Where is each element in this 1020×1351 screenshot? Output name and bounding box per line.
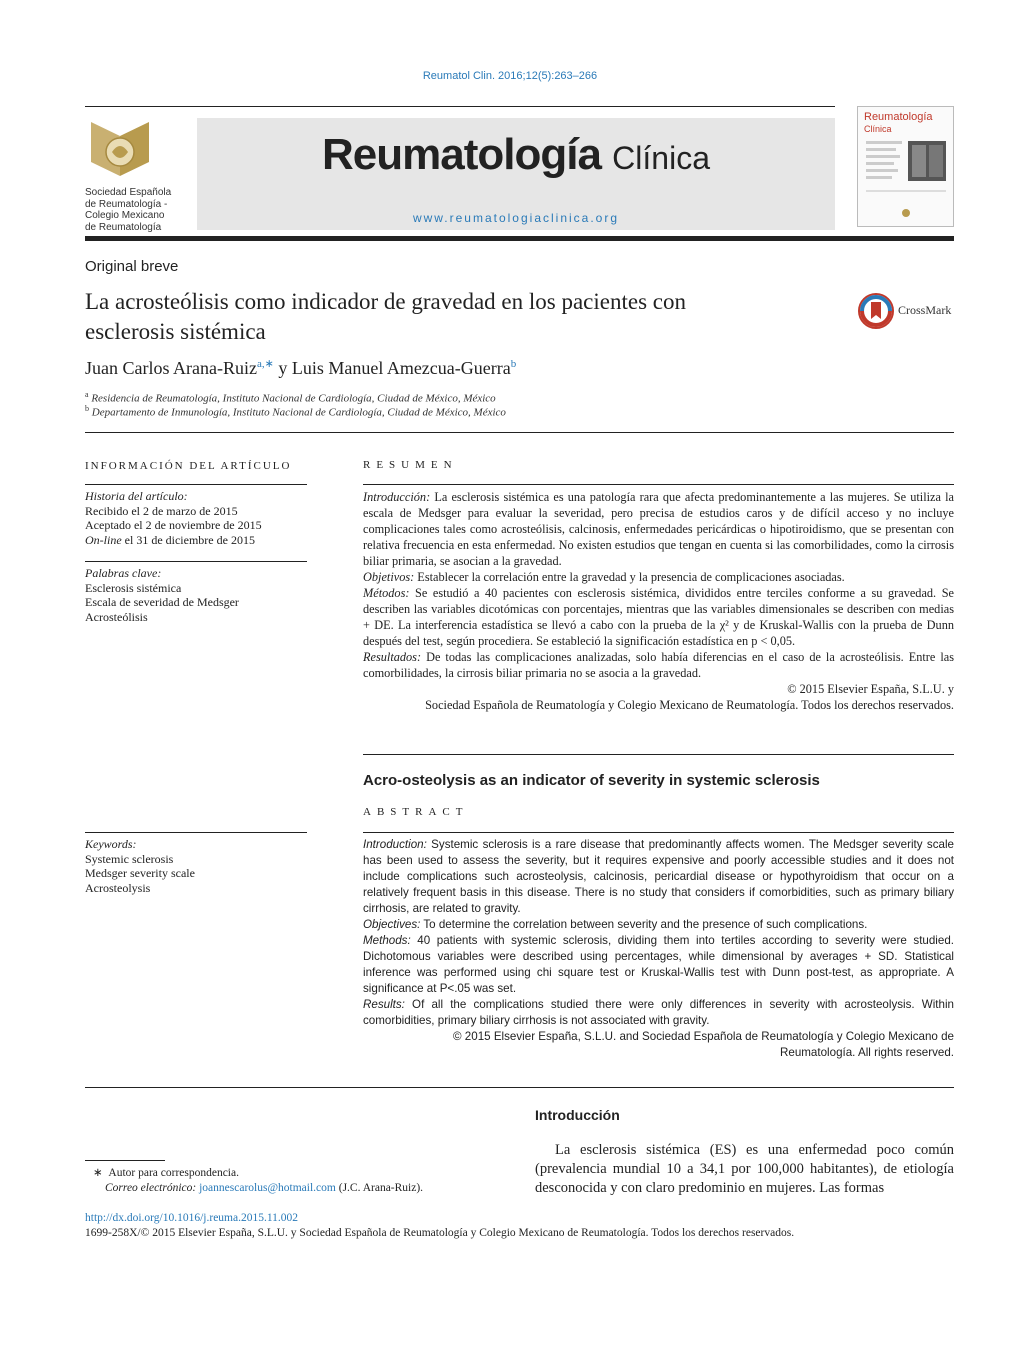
footnote-line	[85, 1166, 485, 1181]
resumen-copyright: © 2015 Elsevier España, S.L.U. y	[787, 682, 954, 696]
article-type: Original breve	[85, 258, 179, 275]
cover-content-icon	[858, 135, 953, 225]
footnote	[85, 1166, 485, 1196]
doi-link[interactable]: http://dx.doi.org/10.1016/j.reuma.2015.11.002	[85, 1212, 299, 1224]
email-suffix: (J.C. Arana-Ruiz).	[335, 1182, 424, 1194]
journal-banner	[197, 118, 835, 230]
history-accepted: Aceptado el 2 de noviembre de 2015	[85, 518, 262, 532]
keywords-label: Keywords:	[85, 837, 137, 851]
abstract-intro	[363, 837, 954, 917]
email-link[interactable]: joannescarolus@hotmail.com	[199, 1182, 336, 1194]
article-info-heading: INFORMACIÓN DEL ARTÍCULO	[85, 460, 292, 472]
affiliation	[85, 390, 496, 405]
society-logo	[85, 118, 185, 233]
affiliation-text: Residencia de Reumatología, Instituto Nacional de Cardiología, Ciudad de México, México	[91, 392, 496, 405]
resumen-results	[363, 649, 954, 681]
para-label: Introducción:	[363, 490, 431, 504]
para-label: Introduction:	[363, 838, 427, 851]
introduction-text: La esclerosis sistémica (ES) es una enfermedad poco común (prevalencia mundial 10 a 34,1 por 100,000 habitantes), de etiología desconocida y con claro predominio en mujeres. Las formas	[535, 1142, 954, 1196]
online-date: el 31 de diciembre de 2015	[121, 532, 255, 547]
para-text: 40 patients with systemic sclerosis, dividing them into tertiles according to severity were studied. Dichotomous variables were described using percentages, while dimensional by averages + SD. Statistical inference was performed using chi square test or Kruskal-Wallis test with Dunn post-test, as appropriate. A significance at P<.05 was set.	[363, 934, 954, 995]
keywords-en	[85, 837, 307, 895]
society-name	[85, 187, 185, 233]
cover-title	[858, 107, 953, 135]
crossmark-icon	[858, 293, 894, 329]
keyword: Escala de severidad de Medsger	[85, 595, 239, 609]
para-label: Results:	[363, 998, 405, 1011]
footnote-email-line	[85, 1181, 485, 1196]
para-label: Objetivos:	[363, 570, 415, 584]
footnote-text: Autor para correspondencia.	[108, 1167, 239, 1179]
abstract-copyright: Reumatología. All rights reserved.	[780, 1046, 954, 1059]
abstract-methods	[363, 933, 954, 997]
history-label: Historia del artículo:	[85, 489, 188, 503]
abstract-results	[363, 997, 954, 1029]
author-connector: y	[273, 358, 292, 378]
divider	[363, 484, 954, 485]
para-label: Methods:	[363, 934, 411, 947]
affiliation-mark: b	[85, 404, 89, 413]
keyword: Medsger severity scale	[85, 866, 195, 880]
society-line: Sociedad Española	[85, 187, 172, 198]
abstract-copyright: © 2015 Elsevier España, S.L.U. and Sociedad Española de Reumatología y Colegio Mexicano de	[453, 1030, 954, 1043]
abstract-objectives	[363, 917, 954, 933]
affiliation-text: Departamento de Inmunología, Instituto Nacional de Cardiología, Ciudad de México, México	[91, 406, 506, 419]
copyright-footer: 1699-258X/© 2015 Elsevier España, S.L.U. y Sociedad Española de Reumatología y Colegio Mexicano de Reumatología. Todos los derechos reservados.	[85, 1227, 795, 1239]
para-text: Se estudió a 40 pacientes con esclerosis sistémica, divididos entre terciles conforme a su gravedad. Se describen las variables dicotómicas con porcentajes, mientras que las variables dimensionales se describen con medias + DE. La interferencia estadística se llevó a cabo con la prueba de la χ² y de Kruskal-Wallis con la prueba de Dunn después del test, según procediera. Se estableció la significación estadística en p < 0,05.	[363, 586, 954, 648]
para-label: Métodos:	[363, 586, 410, 600]
cover-title-main: Reumatología	[864, 111, 933, 123]
para-text: De todas las complicaciones analizadas, solo había diferencias en el caso de la acrosteólisis. Entre las comorbilidades, la cirrosis biliar primaria no se asocia a la gravedad.	[363, 650, 954, 680]
author-list	[85, 357, 516, 379]
keyword: Systemic sclerosis	[85, 851, 174, 866]
affiliation-mark: a	[85, 390, 89, 399]
article-title: La acrosteólisis como indicador de gravedad en los pacientes con esclerosis sistémica	[85, 289, 686, 344]
keywords-es	[85, 566, 307, 624]
affiliation	[85, 404, 506, 419]
crossmark-label: CrossMark	[898, 303, 952, 317]
divider	[363, 832, 954, 833]
abstract-heading: ABSTRACT	[363, 806, 469, 818]
header-rule-thick	[85, 236, 954, 241]
society-line: Colegio Mexicano	[85, 210, 165, 221]
crossmark-badge[interactable]	[858, 293, 958, 329]
author-name: Juan Carlos Arana-Ruiz	[85, 358, 257, 378]
resumen-body	[363, 489, 954, 713]
abstract-body	[363, 837, 954, 1061]
keywords-label: Palabras clave:	[85, 566, 162, 580]
author-affil-mark[interactable]: a,∗	[256, 358, 274, 370]
history-received: Recibido el 2 de marzo de 2015	[85, 503, 238, 518]
society-line: de Reumatología -	[85, 198, 168, 210]
divider	[85, 1087, 954, 1088]
para-text: To determine the correlation between severity and the presence of such complications.	[420, 918, 868, 931]
journal-cover	[857, 106, 954, 227]
society-line: de Reumatología	[85, 221, 162, 233]
introduction-heading: Introducción	[535, 1107, 620, 1123]
journal-reference[interactable]: Reumatol Clin. 2016;12(5):263–266	[422, 70, 598, 82]
divider	[85, 484, 307, 485]
english-title: Acro-osteolysis as an indicator of severity in systemic sclerosis	[363, 772, 820, 789]
para-label: Resultados:	[363, 650, 422, 664]
divider	[85, 561, 307, 562]
email-label: Correo electrónico:	[105, 1182, 197, 1194]
journal-title	[197, 130, 835, 180]
para-text: Establecer la correlación entre la gravedad y la presencia de complicaciones asociadas.	[414, 570, 845, 584]
divider	[363, 754, 954, 755]
society-emblem-icon	[85, 118, 155, 180]
journal-title-main: Reumatología	[322, 130, 601, 179]
cover-title-sub: Clínica	[864, 124, 892, 134]
resumen-copyright: Sociedad Española de Reumatología y Colegio Mexicano de Reumatología. Todos los derechos reservados.	[425, 698, 954, 712]
footnote-rule	[85, 1160, 165, 1161]
divider	[85, 432, 954, 433]
history-online	[85, 533, 307, 548]
para-text: La esclerosis sistémica es una patología rara que afecta predominantemente a las mujeres. Se utiliza la escala de Medsger para evaluar la severidad, pero precisa de estudios caros y de difícil acceso y no incluye complicaciones tales como acrosteólisis, calcinosis, enfermedades pericárdicas o hipotiroidismo, que se presentan con relativa frecuencia en esta enfermedad. No existen estudios que tengan en cuenta si las comorbilidades, como la cirrosis biliar primaria, se asocian a la gravedad.	[363, 490, 954, 568]
online-label: On-line	[85, 532, 122, 547]
divider	[85, 832, 307, 833]
para-label: Objectives:	[363, 918, 421, 931]
keyword: Acrosteolysis	[85, 880, 151, 895]
para-text: Of all the complications studied there were only differences in severity with acrosteolysis. Within comorbidities, primary biliary cirrhosis is not associated with gravity.	[363, 998, 954, 1027]
footnote-mark: ∗	[93, 1167, 103, 1179]
resumen-intro	[363, 489, 954, 569]
para-text: Systemic sclerosis is a rare disease that predominantly affects women. The Medsger severity scale has been used to assess the severity, but it requires expensive and poorly accessible studies and it does not include complications such acrosteolysis, calcinosis, pericardial disease or hypothyroidism that occur on a relatively frequent basis in this disease. There is no study that considers if comorbidities, such as primary biliary cirrhosis, are related to gravity.	[363, 838, 954, 915]
author-name: Luis Manuel Amezcua-Guerra	[291, 358, 511, 378]
keyword: Esclerosis sistémica	[85, 580, 182, 595]
resumen-methods	[363, 585, 954, 649]
keyword: Acrosteólisis	[85, 609, 148, 624]
resumen-heading: RESUMEN	[363, 459, 458, 471]
header-rule-top	[85, 106, 835, 107]
resumen-objectives	[363, 569, 954, 585]
author-affil-mark[interactable]: b	[510, 358, 517, 370]
article-history	[85, 489, 307, 547]
journal-url[interactable]: www.reumatologiaclinica.org	[412, 211, 620, 225]
journal-title-sub: Clínica	[612, 140, 710, 176]
